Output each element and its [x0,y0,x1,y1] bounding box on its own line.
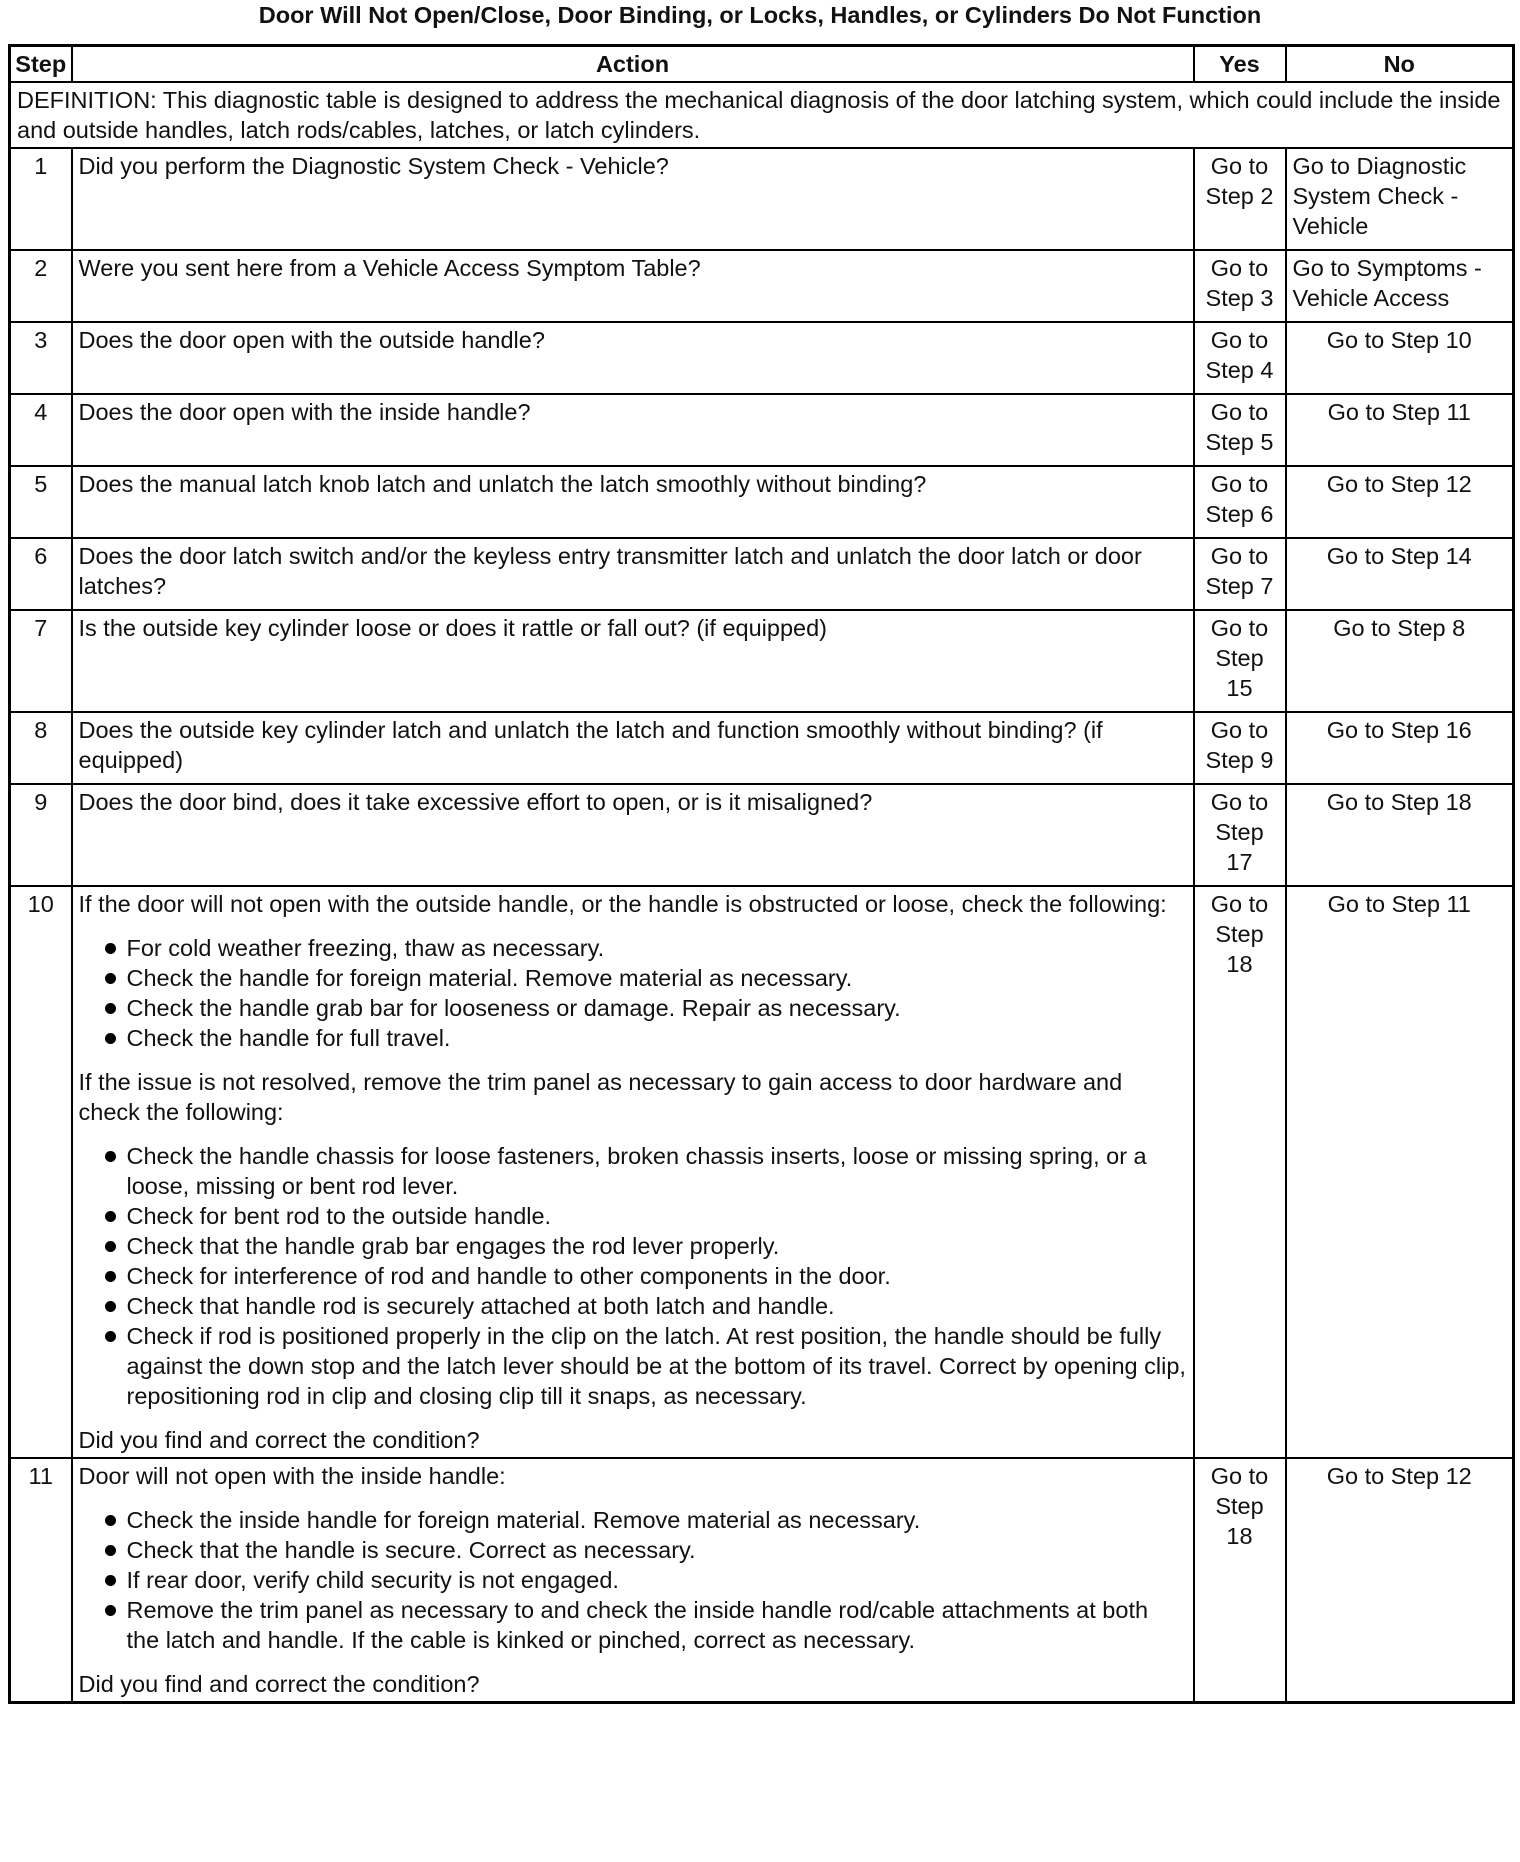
list-item: Check the handle for foreign material. Remove material as necessary. [127,963,1187,993]
no-cell: Go to Step 11 [1286,394,1514,466]
list-item: Check the handle grab bar for looseness or damage. Repair as necessary. [127,993,1187,1023]
list-item: Check that the handle is secure. Correct as necessary. [127,1535,1187,1565]
diagnostic-table [8,44,1515,1704]
action-cell: Does the door open with the outside handle? [72,322,1194,394]
table-row [10,394,1514,466]
yes-cell: Go to Step 3 [1194,250,1286,322]
action-cell: Did you perform the Diagnostic System Check - Vehicle? [72,148,1194,250]
no-cell: Go to Symptoms - Vehicle Access [1286,250,1514,322]
yes-cell: Go to Step 18 [1194,886,1286,1458]
step-number: 7 [10,610,72,712]
action-cell: Does the door bind, does it take excessive effort to open, or is it misaligned? [72,784,1194,886]
no-cell: Go to Step 16 [1286,712,1514,784]
table-row [10,538,1514,610]
list-item: For cold weather freezing, thaw as necessary. [127,933,1187,963]
list-item: Check if rod is positioned properly in the clip on the latch. At rest position, the handle should be fully against the down stop and the latch lever should be at the bottom of its travel. Correct by opening clip, repositioning rod in clip and closing clip till it snaps, as necessary. [126,1323,1186,1409]
no-cell: Go to Step 10 [1286,322,1514,394]
list-item: Check the inside handle for foreign material. Remove material as necessary. [127,1505,1187,1535]
yes-cell: Go to Step 15 [1194,610,1286,712]
action-cell: Does the manual latch knob latch and unlatch the latch smoothly without binding? [72,466,1194,538]
yes-cell: Go to Step 2 [1194,148,1286,250]
step-number: 11 [10,1458,72,1703]
list-item: Check that handle rod is securely attached at both latch and handle. [127,1291,1187,1321]
table-row [10,784,1514,886]
step10-middle: If the issue is not resolved, remove the trim panel as necessary to gain access to door hardware and check the following: [78,1069,1123,1125]
step-number: 3 [10,322,72,394]
table-row [10,610,1514,712]
step11-question: Did you find and correct the condition? [78,1671,480,1697]
yes-cell: Go to Step 6 [1194,466,1286,538]
step-number: 2 [10,250,72,322]
yes-cell: Go to Step 17 [1194,784,1286,886]
step-number: 5 [10,466,72,538]
step-number: 9 [10,784,72,886]
step-number: 10 [10,886,72,1458]
header-action: Action [72,46,1194,83]
no-cell: Go to Step 18 [1286,784,1514,886]
list-item: Check the handle for full travel. [127,1023,1187,1053]
action-cell [72,1458,1194,1703]
header-no: No [1286,46,1514,83]
no-cell: Go to Step 8 [1286,610,1514,712]
yes-cell: Go to Step 7 [1194,538,1286,610]
header-yes: Yes [1194,46,1286,83]
no-cell: Go to Diagnostic System Check - Vehicle [1286,148,1514,250]
yes-cell: Go to Step 18 [1194,1458,1286,1703]
list-item: Check that the handle grab bar engages the rod lever properly. [127,1231,1187,1261]
table-row-step-11 [10,1458,1514,1703]
list-item: Check the handle chassis for loose fasteners, broken chassis inserts, loose or missing spring, or a loose, missing or bent rod lever. [127,1141,1187,1201]
step11-bullet-list [79,1505,1187,1655]
step-number: 8 [10,712,72,784]
step10-bullet-list-b [79,1141,1187,1411]
action-cell: Does the outside key cylinder latch and unlatch the latch and function smoothly without binding? (if equipped) [72,712,1194,784]
table-row [10,322,1514,394]
list-item: Check for bent rod to the outside handle. [127,1201,1187,1231]
list-item: Check for interference of rod and handle to other components in the door. [127,1261,1187,1291]
list-item: Remove the trim panel as necessary to and check the inside handle rod/cable attachments at both the latch and handle. If the cable is kinked or pinched, correct as necessary. [127,1595,1187,1655]
action-cell: Were you sent here from a Vehicle Access Symptom Table? [72,250,1194,322]
action-cell: Does the door latch switch and/or the keyless entry transmitter latch and unlatch the door latch or door latches? [72,538,1194,610]
step-number: 1 [10,148,72,250]
list-item: If rear door, verify child security is not engaged. [127,1565,1187,1595]
no-cell: Go to Step 12 [1286,466,1514,538]
step10-intro: If the door will not open with the outside handle, or the handle is obstructed or loose, check the following: [78,891,1167,917]
step10-bullet-list-a [79,933,1187,1053]
table-row-step-10 [10,886,1514,1458]
step-number: 4 [10,394,72,466]
table-row [10,712,1514,784]
action-cell: Is the outside key cylinder loose or does it rattle or fall out? (if equipped) [72,610,1194,712]
page-title: Door Will Not Open/Close, Door Binding, or Locks, Handles, or Cylinders Do Not Function [258,2,1262,28]
table-row [10,250,1514,322]
step-number: 6 [10,538,72,610]
step11-intro: Door will not open with the inside handle: [78,1463,506,1489]
action-cell [72,886,1194,1458]
no-cell: Go to Step 14 [1286,538,1514,610]
yes-cell: Go to Step 5 [1194,394,1286,466]
table-row [10,466,1514,538]
yes-cell: Go to Step 4 [1194,322,1286,394]
no-cell: Go to Step 11 [1286,886,1514,1458]
definition-row [10,82,1514,148]
header-row [10,46,1514,83]
header-step: Step [10,46,72,83]
action-cell: Does the door open with the inside handle? [72,394,1194,466]
yes-cell: Go to Step 9 [1194,712,1286,784]
definition-text: DEFINITION: This diagnostic table is designed to address the mechanical diagnosis of the door latching system, which could include the inside and outside handles, latch rods/cables, latches, or latch cylinders. [10,82,1514,148]
no-cell: Go to Step 12 [1286,1458,1514,1703]
table-row [10,148,1514,250]
step10-question: Did you find and correct the condition? [78,1427,480,1453]
